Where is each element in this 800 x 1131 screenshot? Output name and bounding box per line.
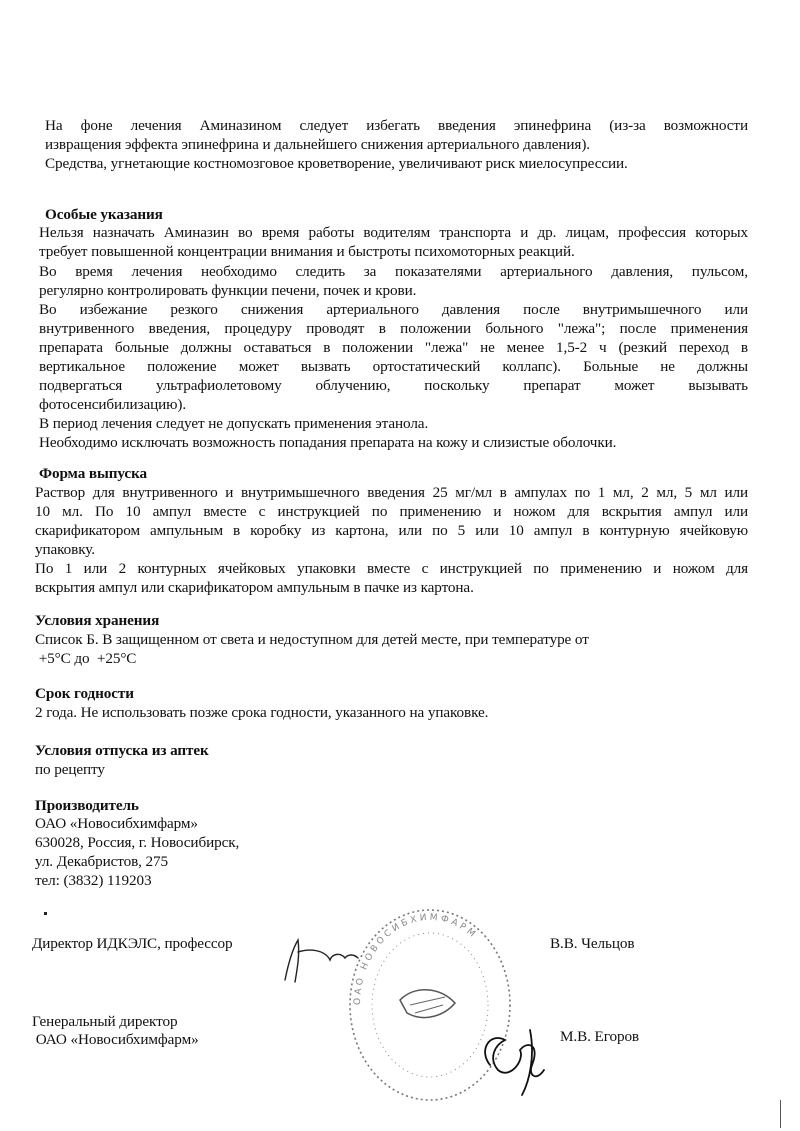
svg-text:ОАО НОВОСИБХИМФАРМ: ОАО НОВОСИБХИМФАРМ (352, 912, 480, 1006)
form-line: Раствор для внутривенного и внутримышечного введения 25 мг/мл в ампулах по 1 мл, 2 мл, 5 мл или (35, 484, 748, 501)
scan-edge-mark (780, 1100, 781, 1128)
dispense-heading: Условия отпуска из аптек (35, 742, 209, 759)
special-heading: Особые указания (45, 206, 163, 223)
general-director-name: М.В. Егоров (560, 1028, 640, 1045)
special-line: фотосенсибилизацию). (39, 396, 187, 413)
manufacturer-heading: Производитель (35, 797, 139, 814)
special-line: Необходимо исключать возможность попадания препарата на кожу и слизистые оболочки. (39, 434, 617, 451)
special-line: Во время лечения необходимо следить за показателями артериального давления, пульсом, (39, 263, 748, 280)
form-line: По 1 или 2 контурных ячейковых упаковки вместе с инструкцией по применению и ножом для (35, 560, 748, 577)
special-line: внутривенного введения, процедуру проводят в положении больного "лежа"; после применения (39, 320, 748, 337)
special-line: подвергаться ультрафиолетовому облучению, поскольку препарат может вызывать (39, 377, 748, 394)
special-line: регулярно контролировать функции печени, почек и крови. (39, 282, 417, 299)
general-director-signature (470, 1010, 560, 1105)
special-line: препарата больные должны оставаться в положении "лежа" не менее 1,5-2 ч (резкий переход в (39, 339, 748, 356)
special-line: требует повышенной концентрации внимания и быстроты психомоторных реакций. (39, 243, 575, 260)
special-line: В период лечения следует не допускать применения этанола. (39, 415, 429, 432)
form-line: скарификатором ампульным в коробку из картона, или по 5 или 10 ампул в контурную ячейковую (35, 522, 748, 539)
special-line: вертикальное положение может вызвать ортостатический коллапс). Больные не должны (39, 358, 748, 375)
dispense-line-1: по рецепту (35, 761, 105, 778)
shelf-heading: Срок годности (35, 685, 134, 702)
special-line: Нельзя назначать Аминазин во время работы водителям транспорта и др. лицам, профессия которых (39, 224, 748, 241)
storage-heading: Условия хранения (35, 612, 160, 629)
director-title: Директор ИДКЭЛС, профессор (32, 935, 233, 952)
general-director-title: Генеральный директор (32, 1013, 178, 1030)
scan-mark (44, 912, 47, 915)
storage-line-2: +5°С до +25°С (35, 650, 137, 667)
form-line: упаковку. (35, 541, 95, 558)
form-heading: Форма выпуска (39, 465, 147, 482)
director-name: В.В. Чельцов (550, 935, 635, 952)
intro-line-3: Средства, угнетающие костномозговое кроветворение, увеличивают риск миелосупрессии. (45, 155, 628, 172)
manufacturer-line: тел: (3832) 119203 (35, 872, 152, 889)
manufacturer-line: ОАО «Новосибхимфарм» (35, 815, 198, 832)
shelf-line-1: 2 года. Не использовать позже срока годности, указанного на упаковке. (35, 704, 489, 721)
storage-line-1: Список Б. В защищенном от света и недоступном для детей месте, при температуре от (35, 631, 589, 648)
intro-line-2: извращения эффекта эпинефрина и дальнейшего снижения артериального давления). (45, 136, 590, 153)
general-director-org: ОАО «Новосибхимфарм» (32, 1031, 199, 1048)
director-signature (270, 930, 370, 995)
manufacturer-line: 630028, Россия, г. Новосибирск, (35, 834, 240, 851)
intro-line-1: На фоне лечения Аминазином следует избегать введения эпинефрина (из-за возможности (45, 117, 748, 134)
manufacturer-line: ул. Декабристов, 275 (35, 853, 169, 870)
form-line: 10 мл. По 10 ампул вместе с инструкцией по применению и ножом для вскрытия ампул или (35, 503, 748, 520)
form-line: вскрытия ампул или скарификатором ампульным в пачке из картона. (35, 579, 474, 596)
special-line: Во избежание резкого снижения артериального давления после внутримышечного или (39, 301, 748, 318)
